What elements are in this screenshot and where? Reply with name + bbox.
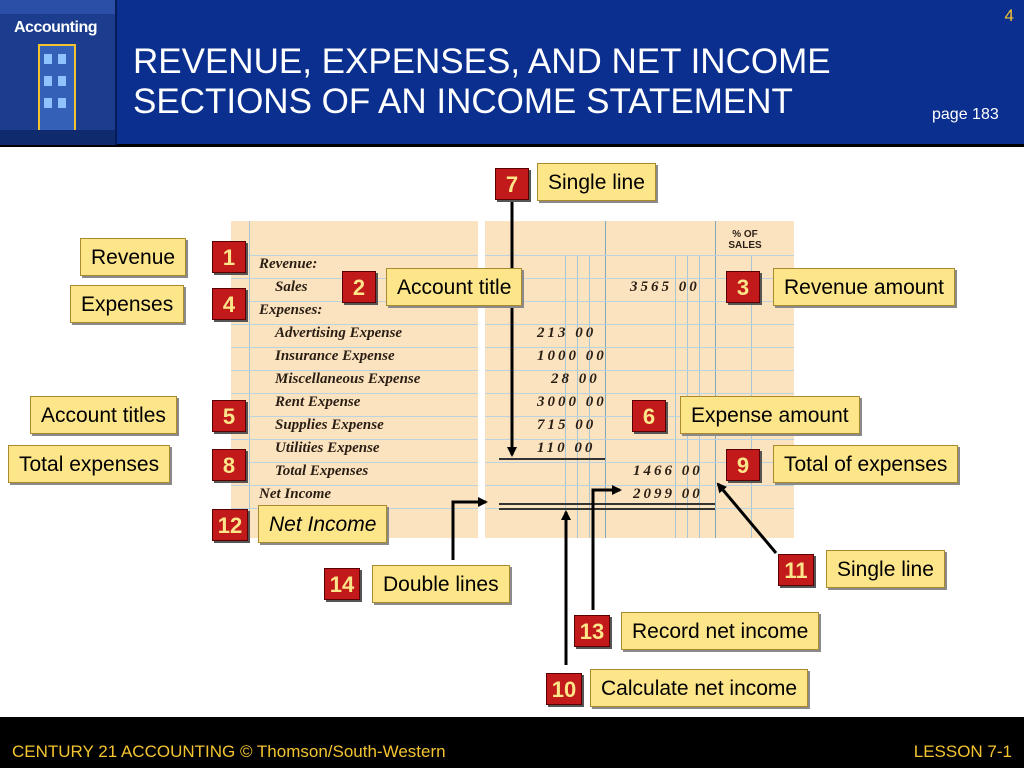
callout-4-label: Expenses bbox=[70, 285, 184, 323]
row-insurance-expense: Insurance Expense bbox=[275, 348, 395, 364]
cover-brand: Accounting bbox=[14, 19, 97, 36]
callout-3-label: Revenue amount bbox=[773, 268, 955, 306]
row-sales: Sales bbox=[275, 279, 308, 295]
footer-lesson: LESSON 7-1 bbox=[913, 742, 1012, 761]
slide-number: 4 bbox=[1004, 6, 1014, 25]
footer-copyright: CENTURY 21 ACCOUNTING © Thomson/South-Western bbox=[12, 742, 446, 761]
callout-12-label: Net Income bbox=[258, 505, 387, 543]
callout-11-label: Single line bbox=[826, 550, 945, 588]
row-expenses-heading: Expenses: bbox=[259, 302, 323, 318]
callout-6-number: 6 bbox=[632, 400, 666, 432]
slide-title-line-1: REVENUE, EXPENSES, AND NET INCOME bbox=[133, 42, 831, 81]
callout-13-label: Record net income bbox=[621, 612, 819, 650]
slide-title-line-2: SECTIONS OF AN INCOME STATEMENT bbox=[133, 82, 793, 121]
callout-12-number: 12 bbox=[212, 509, 248, 541]
callout-2-number: 2 bbox=[342, 271, 376, 303]
row-miscellaneous-expense: Miscellaneous Expense bbox=[275, 371, 421, 387]
row-supplies-expense: Supplies Expense bbox=[275, 417, 384, 433]
callout-14-label: Double lines bbox=[372, 565, 510, 603]
row-rent-expense: Rent Expense bbox=[275, 394, 361, 410]
callout-11-number: 11 bbox=[778, 554, 814, 586]
arrow-14 bbox=[453, 502, 486, 560]
row-advertising-expense: Advertising Expense bbox=[275, 325, 403, 341]
callout-2-label: Account title bbox=[386, 268, 522, 306]
callout-9-number: 9 bbox=[726, 449, 760, 481]
amount-supplies-expense: 715 00 bbox=[537, 417, 597, 433]
amount-advertising-expense: 213 00 bbox=[537, 325, 597, 341]
callout-8-number: 8 bbox=[212, 449, 246, 481]
row-total-expenses: Total Expenses bbox=[275, 463, 369, 479]
callout-9-label: Total of expenses bbox=[773, 445, 958, 483]
row-revenue-heading: Revenue: bbox=[259, 256, 318, 272]
amount-net-income: 2099 00 bbox=[633, 486, 703, 502]
callout-7-number: 7 bbox=[495, 168, 529, 200]
amount-insurance-expense: 1000 00 bbox=[537, 348, 607, 364]
callout-5-number: 5 bbox=[212, 400, 246, 432]
amount-utilities-expense: 110 00 bbox=[537, 440, 596, 456]
amount-miscellaneous-expense: 28 00 bbox=[551, 371, 600, 387]
arrow-11 bbox=[718, 484, 776, 553]
callout-10-label: Calculate net income bbox=[590, 669, 808, 707]
amount-sales: 3565 00 bbox=[630, 279, 700, 295]
callout-7-label: Single line bbox=[537, 163, 656, 201]
row-net-income: Net Income bbox=[259, 486, 332, 502]
percent-of-sales-header: % OF SALES bbox=[728, 229, 762, 251]
callout-1-number: 1 bbox=[212, 241, 246, 273]
arrow-13 bbox=[593, 490, 620, 610]
callout-8-label: Total expenses bbox=[8, 445, 170, 483]
callout-1-label: Revenue bbox=[80, 238, 186, 276]
callout-14-number: 14 bbox=[324, 568, 360, 600]
row-utilities-expense: Utilities Expense bbox=[275, 440, 380, 456]
callout-5-label: Account titles bbox=[30, 396, 177, 434]
callout-4-number: 4 bbox=[212, 288, 246, 320]
callout-10-number: 10 bbox=[546, 673, 582, 705]
callout-13-number: 13 bbox=[574, 615, 610, 647]
amount-rent-expense: 3000 00 bbox=[537, 394, 607, 410]
callout-6-label: Expense amount bbox=[680, 396, 860, 434]
callout-3-number: 3 bbox=[726, 271, 760, 303]
page-reference: page 183 bbox=[932, 106, 999, 123]
amount-total-expenses: 1466 00 bbox=[633, 463, 703, 479]
